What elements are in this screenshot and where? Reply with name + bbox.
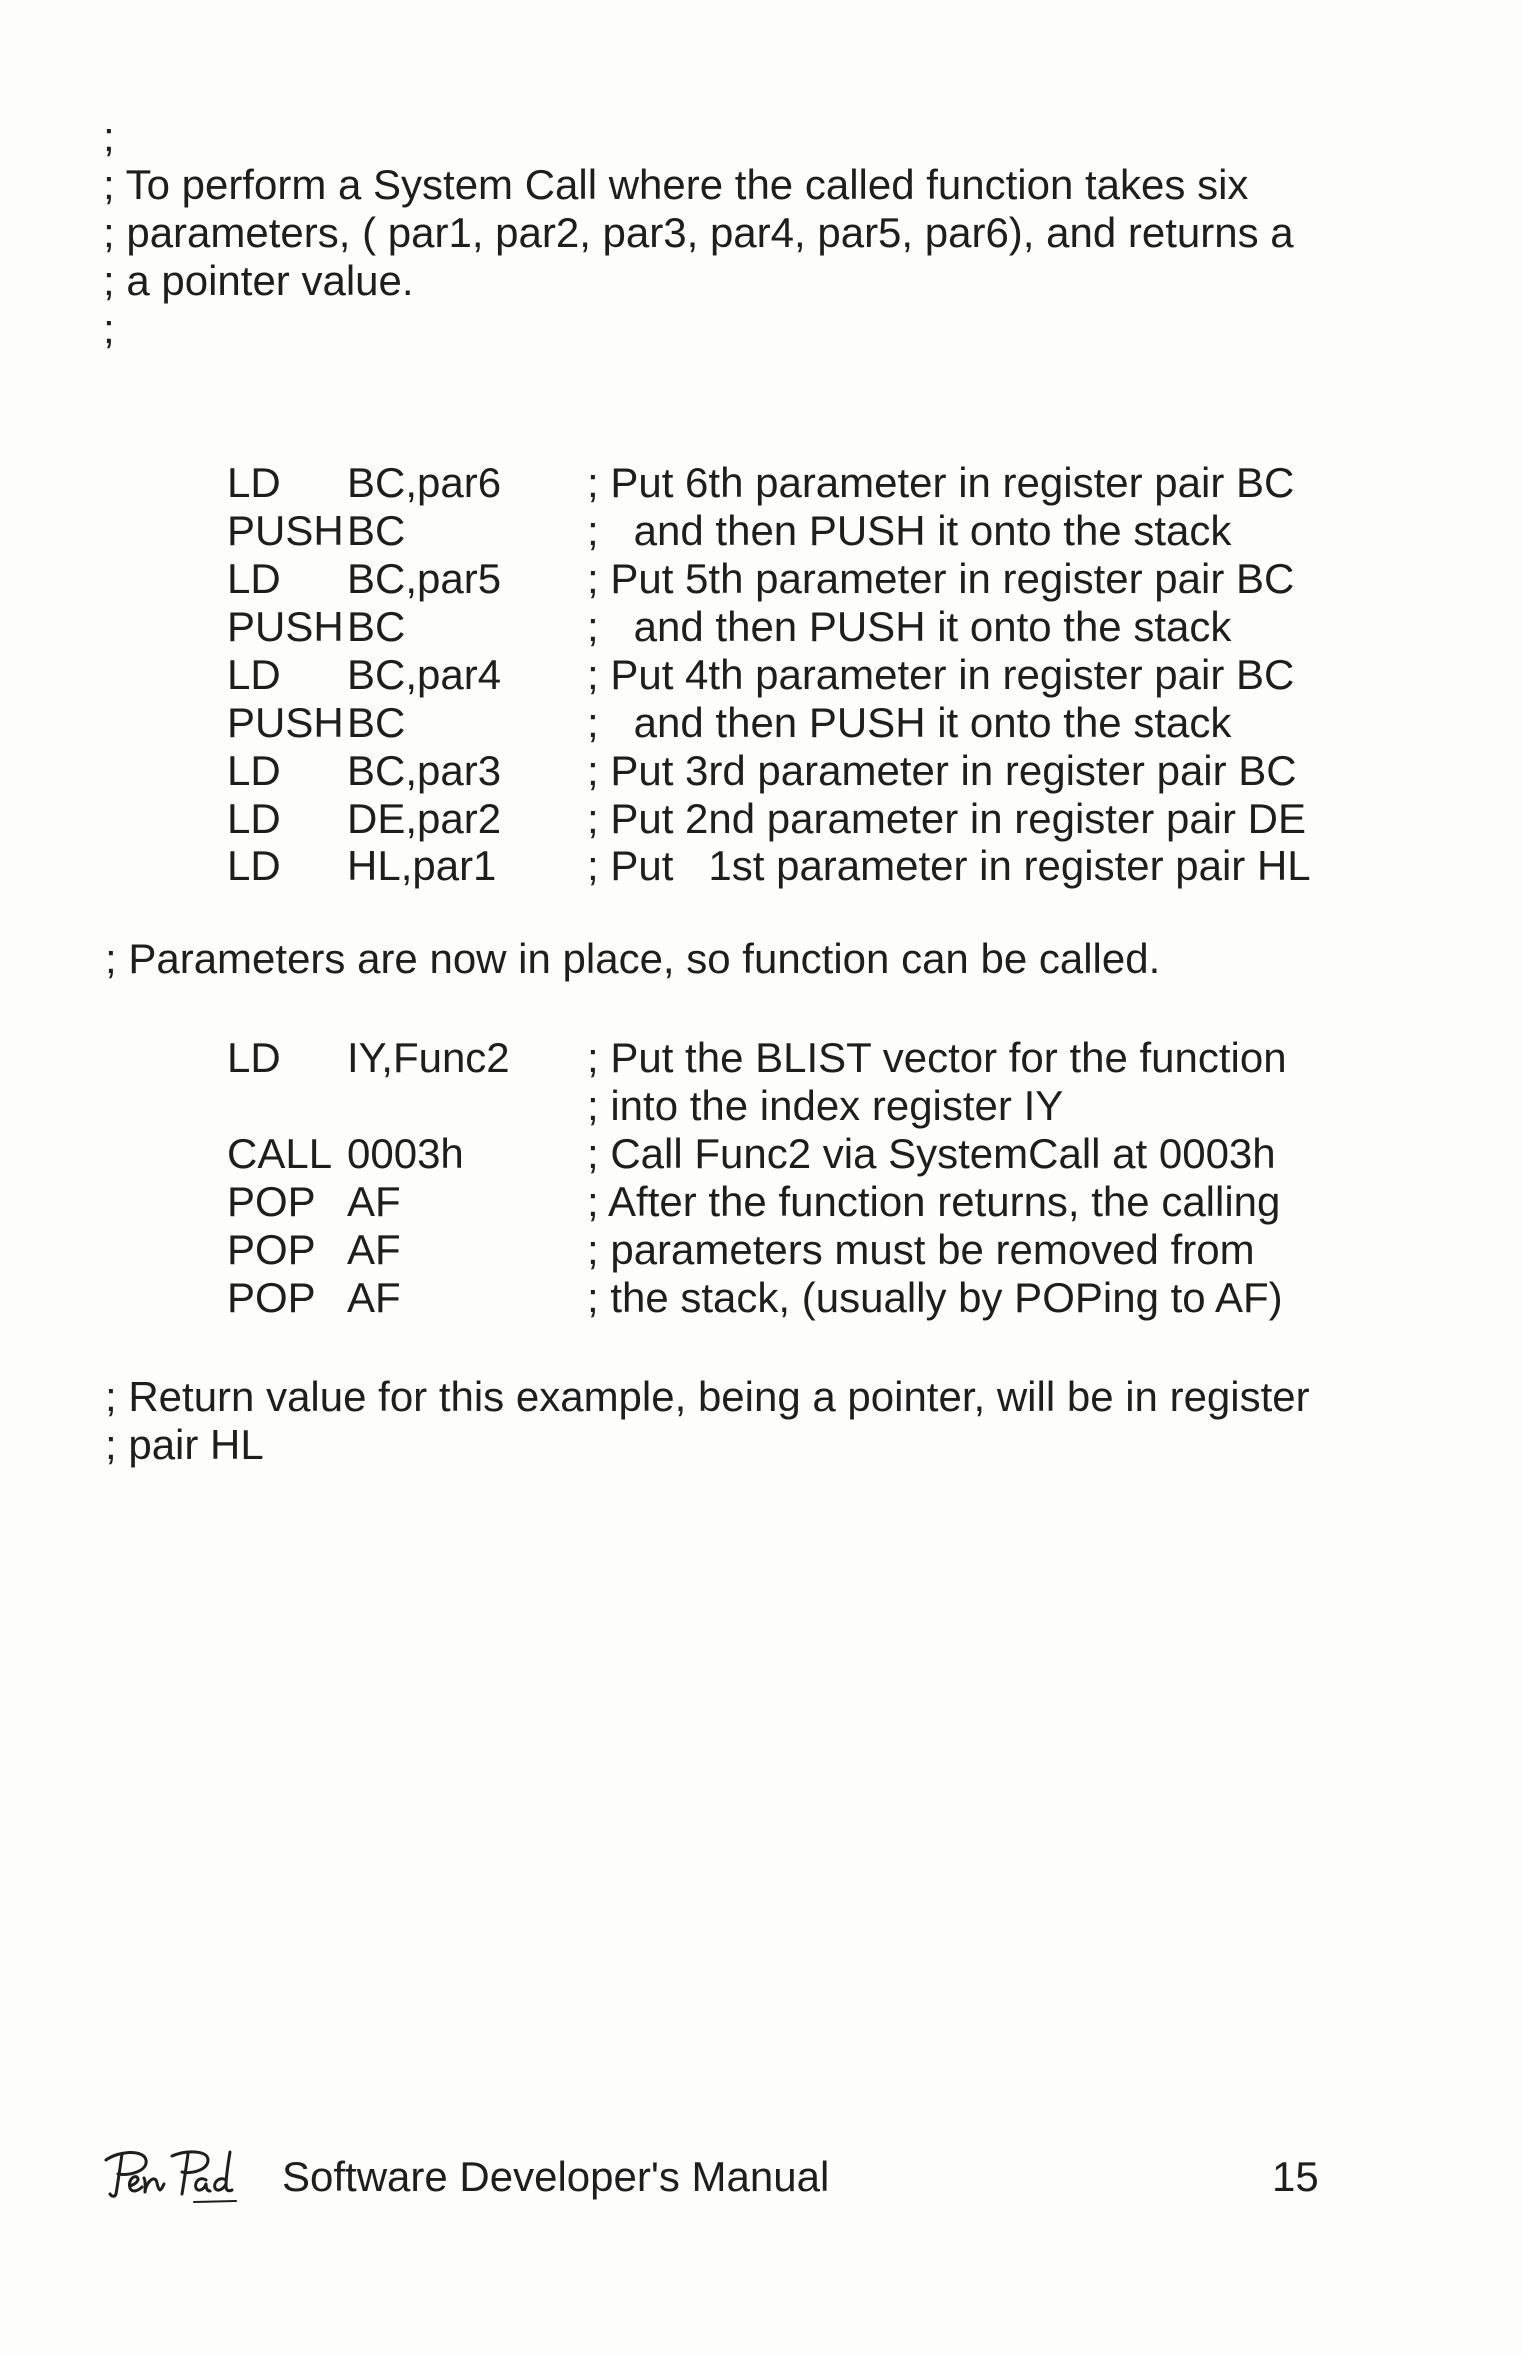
mnemonic: POP [227,1274,316,1321]
mnemonic: LD [227,555,281,602]
return-value-comment-line: ; pair HL [105,1421,264,1468]
code-comment: ; and then PUSH it onto the stack [587,699,1232,746]
code-comment: ; Put 6th parameter in register pair BC [587,459,1295,506]
operand: HL,par1 [347,842,497,889]
code-comment: ; into the index register IY [587,1082,1064,1129]
code-comment: ; and then PUSH it onto the stack [587,603,1232,650]
code-comment: ; and then PUSH it onto the stack [587,507,1232,554]
mnemonic: PUSH [227,507,344,554]
intro-comment-line: ; [103,305,115,352]
mnemonic: LD [227,459,281,506]
intro-comment-line: ; parameters, ( par1, par2, par3, par4, par5, par6), and returns a [103,209,1294,256]
intro-comment-line: ; To perform a System Call where the called function takes six [103,161,1249,208]
operand: BC [347,603,406,650]
parameters-ready-comment: ; Parameters are now in place, so function can be called. [105,935,1161,982]
code-comment: ; Put 2nd parameter in register pair DE [587,795,1307,842]
mnemonic: PUSH [227,699,344,746]
operand: BC [347,699,406,746]
mnemonic: LD [227,795,281,842]
code-comment: ; parameters must be removed from [587,1226,1255,1273]
operand: 0003h [347,1130,464,1177]
code-comment: ; Put the BLIST vector for the function [587,1034,1287,1081]
operand: DE,par2 [347,795,502,842]
operand: BC,par3 [347,747,502,794]
intro-comment-line: ; a pointer value. [103,257,414,304]
operand: BC,par6 [347,459,502,506]
code-comment: ; Put 1st parameter in register pair HL [587,842,1311,889]
code-comment: ; Call Func2 via SystemCall at 0003h [587,1130,1276,1177]
mnemonic: LD [227,747,281,794]
code-comment: ; Put 4th parameter in register pair BC [587,651,1295,698]
code-comment: ; the stack, (usually by POPing to AF) [587,1274,1283,1321]
operand: BC [347,507,406,554]
mnemonic: LD [227,842,281,889]
mnemonic: LD [227,1034,281,1081]
mnemonic: PUSH [227,603,344,650]
operand: IY,Func2 [347,1034,510,1081]
manual-title: Software Developer's Manual [282,2153,830,2200]
operand: AF [347,1178,401,1225]
mnemonic: LD [227,651,281,698]
intro-comment-line: ; [103,113,115,160]
operand: AF [347,1226,401,1273]
operand: BC,par4 [347,651,502,698]
operand: AF [347,1274,401,1321]
penpad-logo [100,2144,262,2206]
code-comment: ; After the function returns, the calling [587,1178,1281,1225]
code-comment: ; Put 3rd parameter in register pair BC [587,747,1297,794]
mnemonic: POP [227,1178,316,1225]
code-comment: ; Put 5th parameter in register pair BC [587,555,1295,602]
operand: BC,par5 [347,555,502,602]
mnemonic: POP [227,1226,316,1273]
page-number: 15 [1272,2153,1319,2200]
mnemonic: CALL [227,1130,333,1177]
return-value-comment-line: ; Return value for this example, being a pointer, will be in register [105,1373,1310,1420]
